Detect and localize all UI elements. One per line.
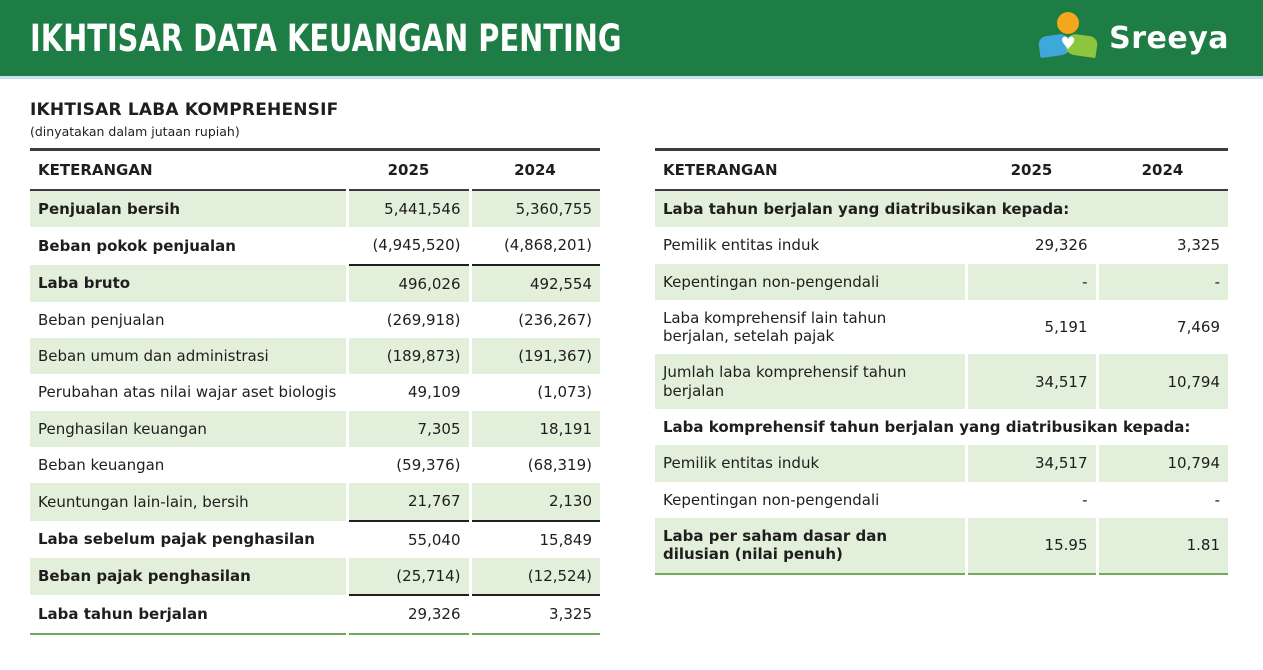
row-label: Laba sebelum pajak penghasilan [38, 530, 315, 549]
attribution-table [655, 148, 1228, 575]
row-value-2025: 34,517 [966, 445, 1097, 481]
row-label: Penghasilan keuangan [30, 411, 347, 447]
row-value-2024: - [1097, 482, 1228, 518]
table-row [30, 411, 600, 447]
row-value-2024: (4,868,201) [470, 227, 600, 264]
table-row [30, 521, 600, 558]
table-row [30, 338, 600, 374]
row-value-2024: (236,267) [470, 302, 600, 338]
table-header-row [30, 150, 600, 191]
income-statement-table [30, 148, 600, 635]
tables-container [30, 148, 1228, 635]
row-label: Perubahan atas nilai wajar aset biologis [38, 383, 337, 402]
table-row [655, 482, 1228, 518]
logo-orange-dot-icon [1057, 12, 1079, 34]
row-value-2025: - [966, 482, 1097, 518]
row-value-2025: - [966, 264, 1097, 300]
brand-name: Sreeya [1109, 20, 1229, 56]
row-label: Beban pajak penghasilan [30, 558, 347, 595]
row-label: Penjualan bersih [30, 190, 347, 227]
column-header-2024: 2024 [1097, 150, 1228, 191]
row-value-2024: 3,325 [470, 595, 600, 633]
table-row [655, 445, 1228, 481]
row-value-2024: 5,360,755 [470, 190, 600, 227]
row-value-2024: 7,469 [1097, 300, 1228, 355]
table-row [30, 595, 600, 633]
table-row [655, 409, 1228, 445]
row-value-2025: 21,767 [347, 483, 470, 520]
column-header-keterangan: KETERANGAN [655, 150, 966, 191]
row-label: Beban umum dan administrasi [30, 338, 347, 374]
row-value-2025: 34,517 [966, 354, 1097, 409]
row-value-2025: 49,109 [347, 374, 470, 410]
row-value-2024: 10,794 [1097, 354, 1228, 409]
row-value-2024: (68,319) [470, 447, 600, 483]
table-row [655, 227, 1228, 263]
table-row [655, 264, 1228, 300]
row-value-2025: 496,026 [347, 265, 470, 302]
page-title: IKHTISAR DATA KEUANGAN PENTING [30, 16, 622, 60]
table-row [30, 374, 600, 410]
row-value-2025: 7,305 [347, 411, 470, 447]
main-content [0, 79, 1263, 635]
row-label: Keuntungan lain-lain, bersih [30, 483, 347, 520]
income-statement-rows [30, 190, 600, 634]
row-value-2024: 2,130 [470, 483, 600, 520]
table-row [655, 518, 1228, 574]
column-header-2025: 2025 [966, 150, 1097, 191]
table-row [30, 190, 600, 227]
row-label: Laba tahun berjalan [30, 595, 347, 633]
row-label: Beban pokok penjualan [38, 236, 236, 255]
section-title: IKHTISAR LABA KOMPREHENSIF [30, 100, 339, 120]
column-header-keterangan: KETERANGAN [30, 150, 347, 191]
row-value-2025: (4,945,520) [347, 227, 470, 264]
row-label: Laba bruto [30, 265, 347, 302]
table-row [30, 447, 600, 483]
row-label: Pemilik entitas induk [663, 236, 820, 255]
row-value-2024: 3,325 [1097, 227, 1228, 263]
row-label: Laba komprehensif lain tahun berjalan, setelah pajak [663, 308, 887, 346]
attribution-rows [655, 190, 1228, 574]
row-value-2025: (269,918) [347, 302, 470, 338]
row-label: Beban keuangan [38, 456, 165, 475]
row-value-2024: (12,524) [470, 558, 600, 595]
section-row-label: Laba tahun berjalan yang diatribusikan kepada: [655, 190, 1228, 227]
row-value-2024: 492,554 [470, 265, 600, 302]
row-label: Pemilik entitas induk [655, 445, 966, 481]
row-value-2024: 15,849 [470, 521, 600, 558]
table-row [30, 558, 600, 595]
row-label: Beban penjualan [38, 310, 165, 329]
table-row [30, 483, 600, 520]
row-label: Kepentingan non-pengendali [655, 264, 966, 300]
table-row [30, 265, 600, 302]
table-row [655, 300, 1228, 355]
logo-heart-icon: ♥ [1060, 34, 1076, 54]
row-value-2024: 18,191 [470, 411, 600, 447]
page-header [0, 0, 1263, 76]
sreeya-logo [1039, 11, 1229, 65]
column-header-2024: 2024 [470, 150, 600, 191]
table-row [30, 227, 600, 264]
row-value-2025: 5,191 [966, 300, 1097, 355]
row-value-2024: - [1097, 264, 1228, 300]
row-value-2024: (191,367) [470, 338, 600, 374]
row-value-2024: 1.81 [1097, 518, 1228, 574]
section-row-label: Laba komprehensif tahun berjalan yang diatribusikan kepada: [663, 418, 1191, 437]
table-row [655, 354, 1228, 409]
column-header-2025: 2025 [347, 150, 470, 191]
table-row [30, 302, 600, 338]
row-value-2025: 15.95 [966, 518, 1097, 574]
row-label: Laba per saham dasar dan dilusian (nilai penuh) [655, 518, 966, 574]
row-value-2024: 10,794 [1097, 445, 1228, 481]
sreeya-logo-icon [1039, 11, 1097, 65]
row-value-2025: (25,714) [347, 558, 470, 595]
row-value-2025: 5,441,546 [347, 190, 470, 227]
table-row [655, 190, 1228, 227]
row-value-2024: (1,073) [470, 374, 600, 410]
row-value-2025: (189,873) [347, 338, 470, 374]
row-label: Kepentingan non-pengendali [663, 490, 880, 509]
row-value-2025: 29,326 [347, 595, 470, 633]
row-label: Jumlah laba komprehensif tahun berjalan [655, 354, 966, 409]
table-header-row [655, 150, 1228, 191]
row-value-2025: 29,326 [966, 227, 1097, 263]
row-value-2025: (59,376) [347, 447, 470, 483]
row-value-2025: 55,040 [347, 521, 470, 558]
section-subtitle: (dinyatakan dalam jutaan rupiah) [30, 124, 240, 139]
